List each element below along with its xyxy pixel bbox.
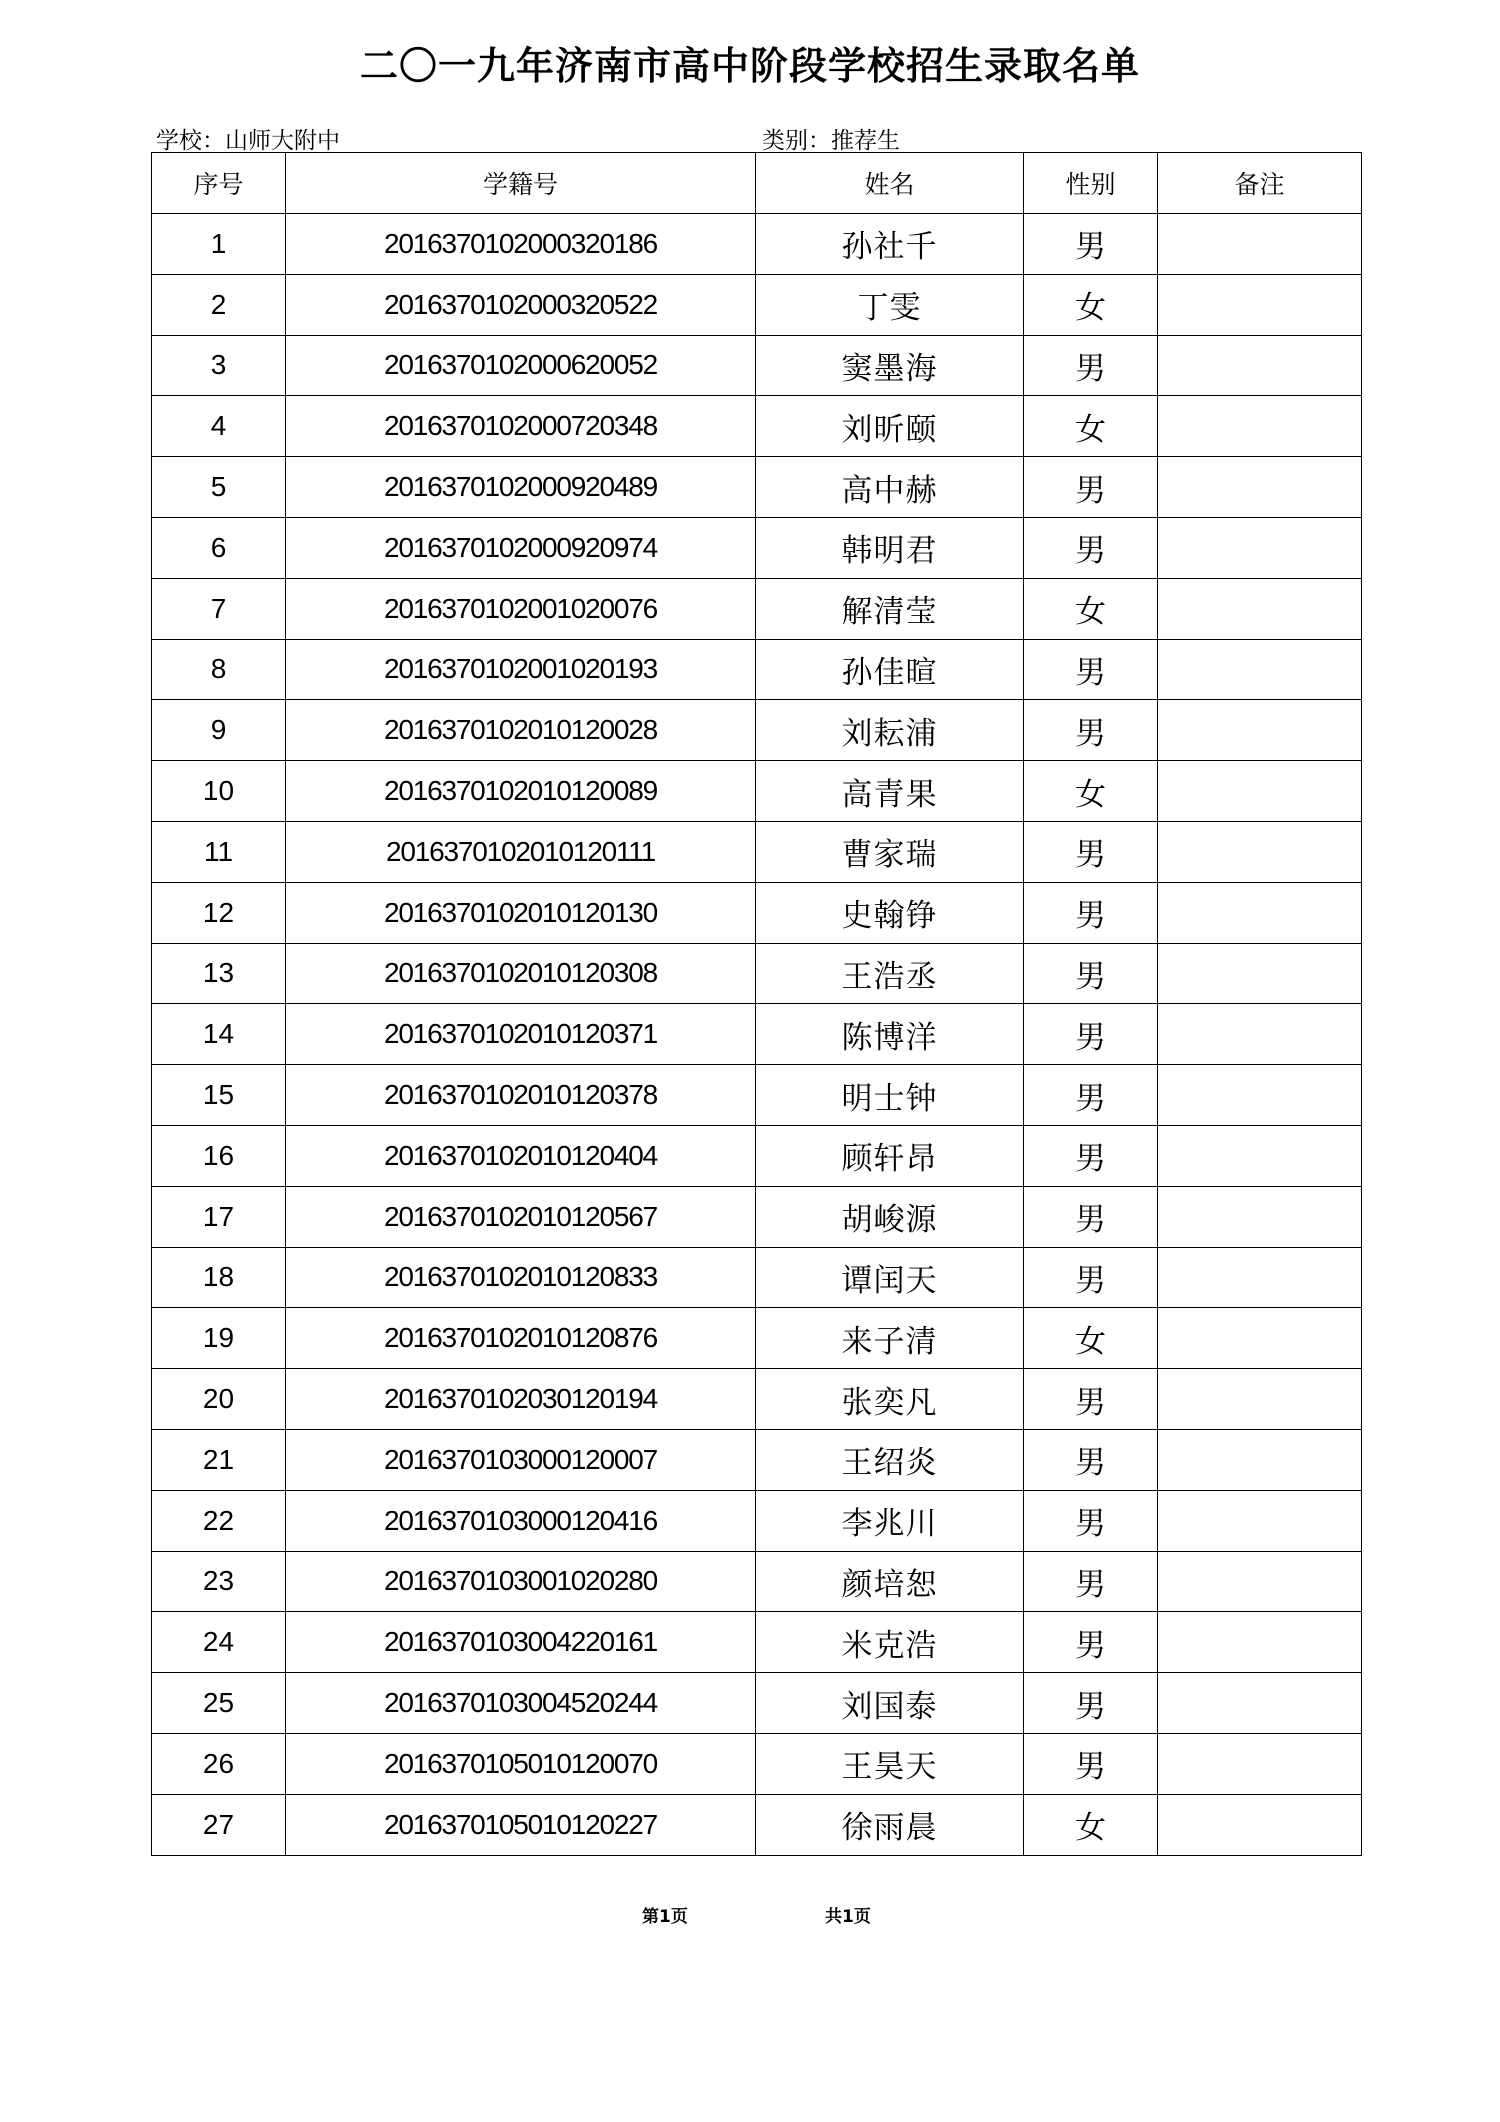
table-row	[152, 396, 1362, 457]
cell-gender: 男	[1024, 1369, 1158, 1430]
cell-note	[1158, 517, 1362, 578]
table-row	[152, 214, 1362, 275]
table-row	[152, 578, 1362, 639]
cell-name: 曹家瑞	[756, 821, 1024, 882]
cell-name: 刘耘浦	[756, 700, 1024, 761]
cell-gender: 男	[1024, 1551, 1158, 1612]
cell-note	[1158, 1308, 1362, 1369]
cell-student-id: 2016370102010120111	[286, 821, 756, 882]
cell-note	[1158, 1369, 1362, 1430]
cell-name: 王浩丞	[756, 943, 1024, 1004]
cell-name: 明士钟	[756, 1065, 1024, 1126]
cell-note	[1158, 1429, 1362, 1490]
cell-name: 李兆川	[756, 1490, 1024, 1551]
cell-number: 14	[152, 1004, 286, 1065]
cell-gender: 男	[1024, 1247, 1158, 1308]
table-body	[152, 214, 1362, 1856]
cell-number: 18	[152, 1247, 286, 1308]
cell-note	[1158, 882, 1362, 943]
cell-note	[1158, 396, 1362, 457]
table-row	[152, 882, 1362, 943]
cell-number: 7	[152, 578, 286, 639]
cell-gender: 女	[1024, 396, 1158, 457]
cell-number: 16	[152, 1125, 286, 1186]
cell-number: 2	[152, 274, 286, 335]
cell-gender: 女	[1024, 1308, 1158, 1369]
cell-gender: 男	[1024, 335, 1158, 396]
cell-note	[1158, 1612, 1362, 1673]
cell-name: 徐雨晨	[756, 1794, 1024, 1855]
admission-table	[151, 152, 1362, 1856]
column-header-name: 姓名	[756, 153, 1024, 214]
cell-student-id: 2016370105010120227	[286, 1794, 756, 1855]
cell-number: 23	[152, 1551, 286, 1612]
cell-note	[1158, 1673, 1362, 1734]
cell-gender: 男	[1024, 214, 1158, 275]
table-row	[152, 1429, 1362, 1490]
cell-name: 顾轩昂	[756, 1125, 1024, 1186]
table-header-row	[152, 153, 1362, 214]
cell-student-id: 2016370102010120378	[286, 1065, 756, 1126]
column-header-number: 序号	[152, 153, 286, 214]
cell-number: 27	[152, 1794, 286, 1855]
cell-note	[1158, 821, 1362, 882]
cell-gender: 女	[1024, 1794, 1158, 1855]
cell-gender: 男	[1024, 1004, 1158, 1065]
cell-note	[1158, 1125, 1362, 1186]
cell-name: 米克浩	[756, 1612, 1024, 1673]
cell-number: 10	[152, 761, 286, 822]
cell-name: 王绍炎	[756, 1429, 1024, 1490]
cell-note	[1158, 214, 1362, 275]
cell-student-id: 2016370102000320522	[286, 274, 756, 335]
cell-note	[1158, 335, 1362, 396]
table-row	[152, 457, 1362, 518]
table-row	[152, 943, 1362, 1004]
table-row	[152, 1794, 1362, 1855]
cell-number: 25	[152, 1673, 286, 1734]
cell-name: 张奕凡	[756, 1369, 1024, 1430]
cell-gender: 男	[1024, 517, 1158, 578]
cell-note	[1158, 1794, 1362, 1855]
cell-note	[1158, 1186, 1362, 1247]
cell-note	[1158, 1065, 1362, 1126]
table-row	[152, 1308, 1362, 1369]
cell-number: 22	[152, 1490, 286, 1551]
cell-number: 3	[152, 335, 286, 396]
table-row	[152, 1125, 1362, 1186]
cell-name: 刘国泰	[756, 1673, 1024, 1734]
cell-note	[1158, 578, 1362, 639]
cell-gender: 男	[1024, 457, 1158, 518]
cell-gender: 男	[1024, 700, 1158, 761]
school-label: 学校：山师大附中	[156, 128, 340, 154]
table-row	[152, 1247, 1362, 1308]
cell-student-id: 2016370103000120416	[286, 1490, 756, 1551]
cell-number: 5	[152, 457, 286, 518]
cell-name: 孙佳暄	[756, 639, 1024, 700]
table-row	[152, 274, 1362, 335]
cell-student-id: 2016370102010120308	[286, 943, 756, 1004]
cell-number: 4	[152, 396, 286, 457]
cell-note	[1158, 1004, 1362, 1065]
table-row	[152, 1369, 1362, 1430]
cell-number: 21	[152, 1429, 286, 1490]
cell-name: 陈博洋	[756, 1004, 1024, 1065]
cell-student-id: 2016370102000320186	[286, 214, 756, 275]
cell-gender: 男	[1024, 1490, 1158, 1551]
cell-number: 26	[152, 1733, 286, 1794]
cell-number: 8	[152, 639, 286, 700]
table-row	[152, 335, 1362, 396]
cell-gender: 男	[1024, 821, 1158, 882]
cell-note	[1158, 1733, 1362, 1794]
cell-name: 刘昕颐	[756, 396, 1024, 457]
column-header-gender: 性别	[1024, 153, 1158, 214]
table-row	[152, 821, 1362, 882]
page-number: 第1页	[642, 1907, 688, 1927]
cell-number: 13	[152, 943, 286, 1004]
cell-student-id: 2016370102010120130	[286, 882, 756, 943]
table-row	[152, 1733, 1362, 1794]
cell-number: 6	[152, 517, 286, 578]
table-row	[152, 761, 1362, 822]
cell-note	[1158, 1490, 1362, 1551]
cell-name: 窦墨海	[756, 335, 1024, 396]
cell-name: 颜培恕	[756, 1551, 1024, 1612]
cell-name: 高青果	[756, 761, 1024, 822]
cell-gender: 女	[1024, 274, 1158, 335]
cell-student-id: 2016370102010120089	[286, 761, 756, 822]
cell-student-id: 2016370102000720348	[286, 396, 756, 457]
cell-name: 史翰铮	[756, 882, 1024, 943]
table-row	[152, 1612, 1362, 1673]
cell-student-id: 2016370102000920489	[286, 457, 756, 518]
cell-student-id: 2016370103004520244	[286, 1673, 756, 1734]
table-row	[152, 1065, 1362, 1126]
cell-gender: 男	[1024, 1612, 1158, 1673]
cell-name: 王昊天	[756, 1733, 1024, 1794]
cell-gender: 男	[1024, 882, 1158, 943]
cell-gender: 男	[1024, 1125, 1158, 1186]
cell-gender: 男	[1024, 1673, 1158, 1734]
cell-gender: 男	[1024, 639, 1158, 700]
cell-note	[1158, 1247, 1362, 1308]
cell-student-id: 2016370103000120007	[286, 1429, 756, 1490]
table-row	[152, 1186, 1362, 1247]
cell-number: 11	[152, 821, 286, 882]
cell-name: 孙社千	[756, 214, 1024, 275]
table-row	[152, 1673, 1362, 1734]
cell-gender: 女	[1024, 761, 1158, 822]
cell-student-id: 2016370102000620052	[286, 335, 756, 396]
cell-note	[1158, 943, 1362, 1004]
cell-name: 丁雯	[756, 274, 1024, 335]
cell-student-id: 2016370102010120371	[286, 1004, 756, 1065]
cell-student-id: 2016370102001020193	[286, 639, 756, 700]
cell-number: 17	[152, 1186, 286, 1247]
document-title: 二〇一九年济南市高中阶段学校招生录取名单	[359, 44, 1140, 88]
cell-note	[1158, 700, 1362, 761]
cell-student-id: 2016370102010120567	[286, 1186, 756, 1247]
cell-name: 来子清	[756, 1308, 1024, 1369]
cell-note	[1158, 761, 1362, 822]
category-label: 类别：推荐生	[762, 128, 900, 154]
cell-gender: 男	[1024, 943, 1158, 1004]
cell-number: 19	[152, 1308, 286, 1369]
cell-student-id: 2016370102010120404	[286, 1125, 756, 1186]
table-row	[152, 639, 1362, 700]
cell-student-id: 2016370103001020280	[286, 1551, 756, 1612]
cell-number: 12	[152, 882, 286, 943]
cell-number: 1	[152, 214, 286, 275]
cell-student-id: 2016370105010120070	[286, 1733, 756, 1794]
cell-gender: 男	[1024, 1065, 1158, 1126]
table-row	[152, 517, 1362, 578]
page-total: 共1页	[825, 1907, 871, 1927]
cell-gender: 男	[1024, 1186, 1158, 1247]
cell-name: 解清莹	[756, 578, 1024, 639]
cell-student-id: 2016370102000920974	[286, 517, 756, 578]
cell-name: 谭闰天	[756, 1247, 1024, 1308]
cell-name: 韩明君	[756, 517, 1024, 578]
cell-number: 24	[152, 1612, 286, 1673]
cell-student-id: 2016370103004220161	[286, 1612, 756, 1673]
cell-note	[1158, 1551, 1362, 1612]
cell-student-id: 2016370102010120028	[286, 700, 756, 761]
table-row	[152, 700, 1362, 761]
table-row	[152, 1490, 1362, 1551]
cell-gender: 男	[1024, 1733, 1158, 1794]
cell-note	[1158, 639, 1362, 700]
cell-number: 9	[152, 700, 286, 761]
cell-student-id: 2016370102001020076	[286, 578, 756, 639]
cell-note	[1158, 274, 1362, 335]
cell-number: 15	[152, 1065, 286, 1126]
cell-student-id: 2016370102030120194	[286, 1369, 756, 1430]
cell-student-id: 2016370102010120833	[286, 1247, 756, 1308]
cell-student-id: 2016370102010120876	[286, 1308, 756, 1369]
cell-number: 20	[152, 1369, 286, 1430]
column-header-note: 备注	[1158, 153, 1362, 214]
table-row	[152, 1004, 1362, 1065]
cell-gender: 女	[1024, 578, 1158, 639]
table-row	[152, 1551, 1362, 1612]
column-header-student-id: 学籍号	[286, 153, 756, 214]
cell-note	[1158, 457, 1362, 518]
cell-name: 高中赫	[756, 457, 1024, 518]
cell-gender: 男	[1024, 1429, 1158, 1490]
cell-name: 胡峻源	[756, 1186, 1024, 1247]
